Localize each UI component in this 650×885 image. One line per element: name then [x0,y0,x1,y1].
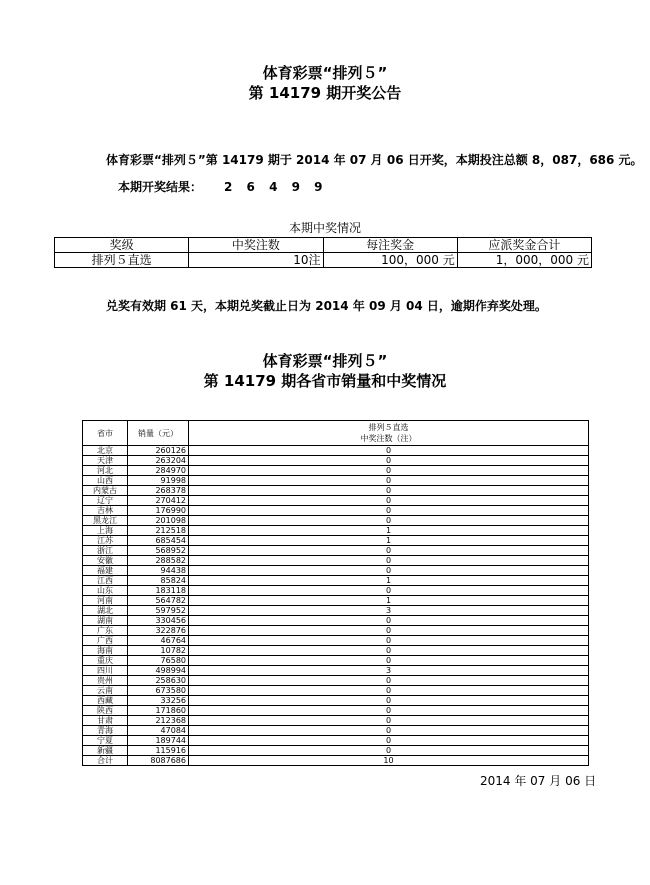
col-wins-line2: 中奖注数（注） [360,434,417,443]
wins-cell: 0 [189,616,589,626]
wins-cell: 0 [189,646,589,656]
wins-cell: 0 [189,676,589,686]
province-table-header [83,421,589,446]
table-row [83,616,589,626]
province-cell: 贵州 [83,676,128,686]
wins-cell: 1 [189,576,589,586]
province-cell: 江苏 [83,536,128,546]
table-row [83,656,589,666]
sales-cell: 685454 [128,536,189,546]
section2-title: 体育彩票“排列５” [262,352,388,370]
province-cell: 湖北 [83,606,128,616]
table-row [83,486,589,496]
sales-cell: 171860 [128,706,189,716]
wins-cell: 0 [189,746,589,756]
province-cell: 河南 [83,596,128,606]
col-prize-total: 应派奖金合计 [457,238,591,253]
province-cell: 山西 [83,476,128,486]
province-cell: 江西 [83,576,128,586]
table-row [83,476,589,486]
province-cell: 广东 [83,626,128,636]
wins-cell: 0 [189,476,589,486]
table-row [83,596,589,606]
table-row [83,546,589,556]
table-row [83,466,589,476]
province-cell: 宁夏 [83,736,128,746]
sales-cell: 183118 [128,586,189,596]
table-row [83,646,589,656]
prize-per-bet: 100，000 元 [323,253,457,268]
wins-cell: 0 [189,496,589,506]
wins-cell: 0 [189,516,589,526]
province-cell: 四川 [83,666,128,676]
wins-cell: 0 [189,546,589,556]
table-row [83,666,589,676]
wins-cell: 3 [189,606,589,616]
col-prize-level: 奖级 [55,238,189,253]
sales-cell: 115916 [128,746,189,756]
province-cell: 陕西 [83,706,128,716]
table-row [83,456,589,466]
sales-cell: 33256 [128,696,189,706]
wins-cell: 0 [189,706,589,716]
wins-cell: 0 [189,556,589,566]
col-prize-per-bet: 每注奖金 [323,238,457,253]
prize-table [54,237,592,268]
sales-cell: 673580 [128,686,189,696]
table-row [83,696,589,706]
province-sales-table [82,420,589,766]
sales-cell: 284970 [128,466,189,476]
col-sales: 销量（元） [128,421,189,446]
table-row [83,536,589,546]
province-cell: 西藏 [83,696,128,706]
draw-result-label: 本期开奖结果： [118,180,203,194]
wins-cell: 0 [189,466,589,476]
sales-cell: 8087686 [128,756,189,766]
sales-cell: 258630 [128,676,189,686]
province-cell: 北京 [83,446,128,456]
province-cell: 广西 [83,636,128,646]
wins-cell: 0 [189,656,589,666]
table-row [83,756,589,766]
table-row [83,706,589,716]
prize-level: 排列５直选 [55,253,189,268]
province-cell: 安徽 [83,556,128,566]
wins-cell: 3 [189,666,589,676]
sales-cell: 564782 [128,596,189,606]
province-cell: 内蒙古 [83,486,128,496]
table-row [83,506,589,516]
sales-cell: 263204 [128,456,189,466]
wins-cell: 0 [189,726,589,736]
sales-cell: 322876 [128,626,189,636]
table-row [83,676,589,686]
province-cell: 新疆 [83,746,128,756]
sales-cell: 260126 [128,446,189,456]
table-row [83,636,589,646]
province-cell: 福建 [83,566,128,576]
wins-cell: 1 [189,596,589,606]
winning-count: 10注 [189,253,323,268]
announcement-title: 体育彩票“排列５” [262,64,388,82]
wins-cell: 0 [189,686,589,696]
province-cell: 甘肃 [83,716,128,726]
province-cell: 湖南 [83,616,128,626]
sales-cell: 498994 [128,666,189,676]
province-cell: 合计 [83,756,128,766]
wins-cell: 10 [189,756,589,766]
wins-cell: 0 [189,736,589,746]
wins-cell: 0 [189,696,589,706]
sales-cell: 189744 [128,736,189,746]
province-cell: 辽宁 [83,496,128,506]
sales-cell: 94438 [128,566,189,576]
table-row [83,516,589,526]
table-row [83,576,589,586]
wins-cell: 0 [189,716,589,726]
sales-cell: 288582 [128,556,189,566]
province-cell: 黑龙江 [83,516,128,526]
sales-cell: 212518 [128,526,189,536]
section2-subtitle: 第 14179 期各省市销量和中奖情况 [203,372,447,390]
table-row [83,736,589,746]
table-row [83,606,589,616]
table-row [83,586,589,596]
table-row [83,446,589,456]
announcement-subtitle: 第 14179 期开奖公告 [248,84,402,102]
intro-paragraph: 体育彩票“排列５”第 14179 期于 2014 年 07 月 06 日开奖，本期投注总额 8，087，686 元。 [106,153,643,167]
province-cell: 重庆 [83,656,128,666]
prize-total: 1，000，000 元 [457,253,591,268]
draw-result [118,179,327,195]
sales-cell: 568952 [128,546,189,556]
announcement-date: 2014 年 07 月 06 日 [480,774,597,788]
province-cell: 吉林 [83,506,128,516]
sales-cell: 10782 [128,646,189,656]
table-row [83,726,589,736]
table-row [83,566,589,576]
table-row [83,626,589,636]
province-cell: 海南 [83,646,128,656]
table-row [83,496,589,506]
province-cell: 天津 [83,456,128,466]
sales-cell: 46764 [128,636,189,646]
col-province: 省市 [83,421,128,446]
sales-cell: 330456 [128,616,189,626]
province-cell: 浙江 [83,546,128,556]
sales-cell: 76580 [128,656,189,666]
province-cell: 河北 [83,466,128,476]
sales-cell: 91998 [128,476,189,486]
sales-cell: 212368 [128,716,189,726]
wins-cell: 0 [189,636,589,646]
col-winning-count: 中奖注数 [189,238,323,253]
wins-cell: 0 [189,446,589,456]
table-row [83,686,589,696]
table-row [83,716,589,726]
wins-cell: 0 [189,506,589,516]
wins-cell: 0 [189,456,589,466]
province-cell: 山东 [83,586,128,596]
wins-cell: 0 [189,586,589,596]
sales-cell: 201098 [128,516,189,526]
table-row [83,556,589,566]
table-row [83,526,589,536]
province-cell: 青海 [83,726,128,736]
sales-cell: 85824 [128,576,189,586]
draw-result-digits: 2 6 4 9 9 [224,180,328,194]
sales-cell: 270412 [128,496,189,506]
prize-table-caption: 本期中奖情况 [288,221,361,235]
validity-notice: 兑奖有效期 61 天，本期兑奖截止日为 2014 年 09 月 04 日，逾期作弃奖处理。 [106,299,547,313]
sales-cell: 268378 [128,486,189,496]
province-cell: 上海 [83,526,128,536]
sales-cell: 176990 [128,506,189,516]
wins-cell: 0 [189,626,589,636]
wins-cell: 0 [189,486,589,496]
prize-table-row [55,253,592,268]
prize-table-header [55,238,592,253]
sales-cell: 47084 [128,726,189,736]
table-row [83,746,589,756]
wins-cell: 1 [189,536,589,546]
col-wins [189,421,589,446]
wins-cell: 0 [189,566,589,576]
province-cell: 云南 [83,686,128,696]
col-wins-line1: 排列５直选 [368,423,409,432]
wins-cell: 1 [189,526,589,536]
sales-cell: 597952 [128,606,189,616]
